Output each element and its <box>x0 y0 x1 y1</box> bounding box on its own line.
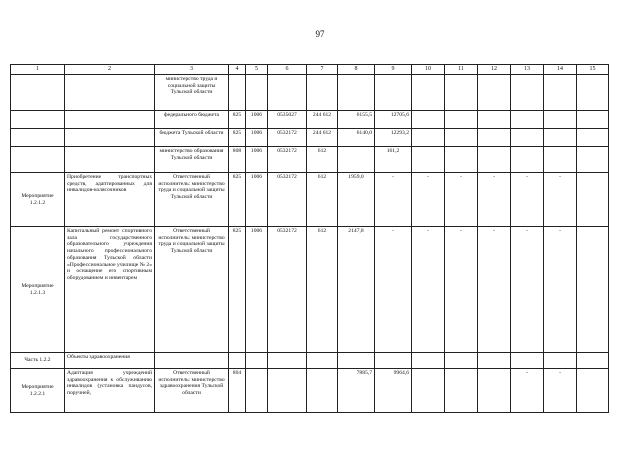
cell-c9: 12705,6 <box>375 111 412 129</box>
cell-c7: 244 612 <box>307 111 338 129</box>
col-header: 8 <box>338 65 375 75</box>
cell-c7: 612 <box>307 173 338 227</box>
col-header: 11 <box>445 65 478 75</box>
table-row <box>11 111 609 129</box>
cell-c4: 804 <box>229 369 246 413</box>
cell-c8: 7885,7 <box>338 369 375 413</box>
cell-dash: - <box>544 227 577 353</box>
col-header: 5 <box>246 65 268 75</box>
page-number: 97 <box>315 29 325 39</box>
col-header: 10 <box>412 65 445 75</box>
col-header: 12 <box>478 65 511 75</box>
col-header: 3 <box>155 65 229 75</box>
cell-c7: 612 <box>307 147 338 173</box>
source-cell: федерального бюджета <box>155 111 229 129</box>
executor-cell: Ответственный исполнитель: министерство труда и социальной защиты Тульской области <box>155 227 229 353</box>
cell-dash: - <box>478 227 511 353</box>
cell-dash: - <box>544 173 577 227</box>
col-header: 2 <box>65 65 155 75</box>
col-header: 4 <box>229 65 246 75</box>
cell-c4: 825 <box>229 111 246 129</box>
cell-c5: 1006 <box>246 173 268 227</box>
cell-c4: 825 <box>229 227 246 353</box>
part-name: Объекты здравоохранения <box>65 353 155 369</box>
table-row <box>11 173 609 227</box>
executor-cell: Ответственный исполнитель: министерство здравоохранения Тульской области <box>155 369 229 413</box>
table-row <box>11 369 609 413</box>
cell-c6: 0532172 <box>268 147 307 173</box>
table-row <box>11 147 609 173</box>
measure-name: Капитальный ремонт спортивного зала государственного образовательного учреждения начального профессионального образования Тульской области «Профессиональное училище № 2» и оснащение его спортивным оборудованием и инвентарем <box>65 227 155 353</box>
header-row <box>11 65 609 75</box>
table-row <box>11 227 609 353</box>
cell-c5: 1006 <box>246 129 268 147</box>
measure-name: Приобретение транспортных средств, адаптированных для инвалидов-колясочников <box>65 173 155 227</box>
cell-c9: 161,2 <box>375 147 412 173</box>
cell-c4: 808 <box>229 147 246 173</box>
cell-dash: - <box>445 227 478 353</box>
cell-c6: 0532172 <box>268 129 307 147</box>
cell-dash: - <box>478 173 511 227</box>
col-header: 15 <box>577 65 609 75</box>
col-header: 9 <box>375 65 412 75</box>
measure-code: Мероприятие 1.2.1.3 <box>11 227 65 353</box>
cell-c5: 1006 <box>246 227 268 353</box>
cell-dash: - <box>375 173 412 227</box>
cell-c9: 12293,2 <box>375 129 412 147</box>
cell-c5: 1006 <box>246 111 268 129</box>
cell-dash: - <box>412 173 445 227</box>
cell-c8: 2147,8 <box>338 227 375 353</box>
executor-cell: министерство труда и социальной защиты Тульской области <box>155 75 229 111</box>
cell-c6: 0532172 <box>268 227 307 353</box>
cell-dash: - <box>511 369 544 413</box>
col-header: 7 <box>307 65 338 75</box>
cell-dash: - <box>375 227 412 353</box>
cell-dash: - <box>511 227 544 353</box>
program-table <box>10 64 609 413</box>
cell-c6: 0535027 <box>268 111 307 129</box>
cell-c4: 825 <box>229 173 246 227</box>
col-header: 1 <box>11 65 65 75</box>
cell-c8: 6155,5 <box>338 111 375 129</box>
table-row <box>11 75 609 111</box>
cell-dash: - <box>445 173 478 227</box>
executor-cell: Ответственный исполнитель: министерство труда и социальной защиты Тульской области <box>155 173 229 227</box>
cell-c8: 6140,0 <box>338 129 375 147</box>
executor-cell: министерство образования Тульской области <box>155 147 229 173</box>
cell-c7: 244 612 <box>307 129 338 147</box>
cell-dash: - <box>511 173 544 227</box>
cell-dash: - <box>544 369 577 413</box>
cell-c4: 825 <box>229 129 246 147</box>
col-header: 14 <box>544 65 577 75</box>
cell-c6: 0532172 <box>268 173 307 227</box>
col-header: 13 <box>511 65 544 75</box>
table-row <box>11 353 609 369</box>
cell-c7: 612 <box>307 227 338 353</box>
part-code: Часть 1.2.2 <box>11 353 65 369</box>
cell-c8: 1959,0 <box>338 173 375 227</box>
table-row <box>11 129 609 147</box>
source-cell: бюджета Тульской области <box>155 129 229 147</box>
measure-name: Адаптация учреждений здравоохранения к обслуживанию инвалидов (установка пандусов, поручней, <box>65 369 155 413</box>
cell-c5: 1006 <box>246 147 268 173</box>
cell-c9: 9964,6 <box>375 369 412 413</box>
cell-dash: - <box>412 227 445 353</box>
col-header: 6 <box>268 65 307 75</box>
measure-code: Мероприятие 1.2.1.2 <box>11 173 65 227</box>
measure-code: Мероприятие 1.2.2.1 <box>11 369 65 413</box>
